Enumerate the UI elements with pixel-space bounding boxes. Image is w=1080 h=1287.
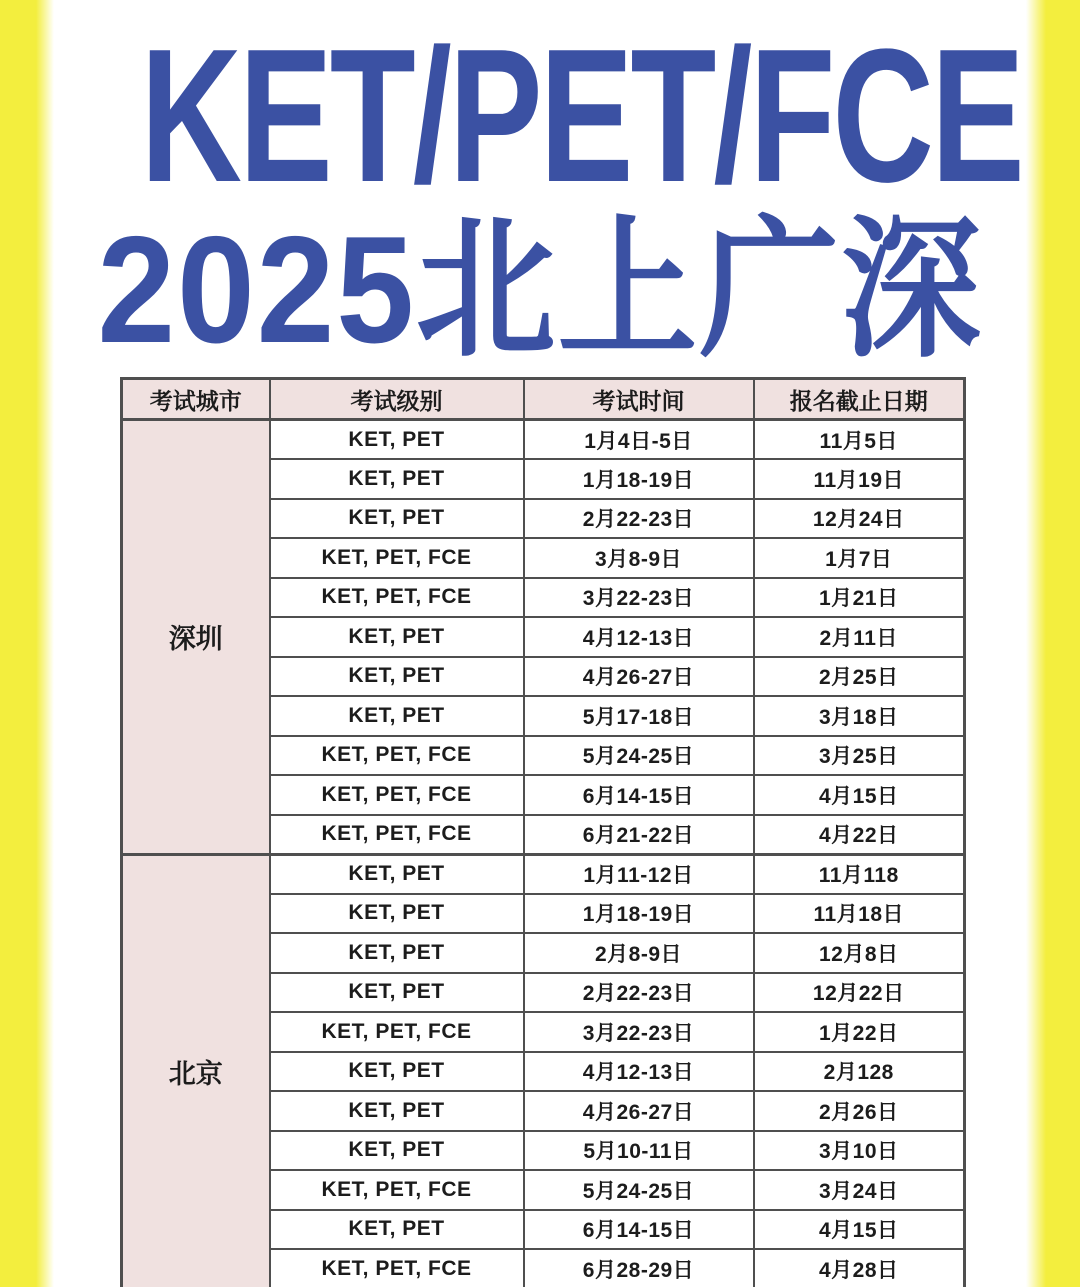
exam-date-cell: 4月26-27日: [524, 1091, 754, 1131]
table-row: [122, 420, 965, 460]
level-cell: KET, PET: [270, 1210, 524, 1250]
deadline-cell: 4月15日: [754, 775, 965, 815]
level-cell: KET, PET, FCE: [270, 815, 524, 855]
level-cell: KET, PET, FCE: [270, 1012, 524, 1052]
level-cell: KET, PET: [270, 1131, 524, 1171]
level-cell: KET, PET: [270, 696, 524, 736]
deadline-cell: 2月128: [754, 1052, 965, 1092]
deadline-cell: 3月10日: [754, 1131, 965, 1171]
column-header-city: 考试城市: [122, 379, 270, 420]
deadline-cell: 12月8日: [754, 933, 965, 973]
city-cell: 深圳: [122, 420, 270, 855]
exam-table: [120, 377, 966, 1287]
level-cell: KET, PET, FCE: [270, 736, 524, 776]
city-section: [122, 854, 965, 1287]
level-cell: KET, PET: [270, 657, 524, 697]
title-line-2: 2025北上广深: [97, 205, 983, 375]
exam-date-cell: 4月12-13日: [524, 617, 754, 657]
level-cell: KET, PET: [270, 617, 524, 657]
level-cell: KET, PET: [270, 894, 524, 934]
level-cell: KET, PET: [270, 459, 524, 499]
level-cell: KET, PET, FCE: [270, 775, 524, 815]
deadline-cell: 1月7日: [754, 538, 965, 578]
city-cell: 北京: [122, 854, 270, 1287]
exam-date-cell: 5月24-25日: [524, 1170, 754, 1210]
column-header-exam-date: 考试时间: [524, 379, 754, 420]
exam-date-cell: 1月4日-5日: [524, 420, 754, 460]
exam-date-cell: 4月26-27日: [524, 657, 754, 697]
level-cell: KET, PET: [270, 1091, 524, 1131]
exam-date-cell: 3月8-9日: [524, 538, 754, 578]
level-cell: KET, PET, FCE: [270, 1170, 524, 1210]
exam-date-cell: 5月24-25日: [524, 736, 754, 776]
level-cell: KET, PET, FCE: [270, 538, 524, 578]
deadline-cell: 4月28日: [754, 1249, 965, 1287]
city-section: [122, 420, 965, 855]
column-header-deadline: 报名截止日期: [754, 379, 965, 420]
exam-date-cell: 3月22-23日: [524, 1012, 754, 1052]
poster-title: [0, 10, 1080, 375]
exam-date-cell: 4月12-13日: [524, 1052, 754, 1092]
level-cell: KET, PET: [270, 420, 524, 460]
level-cell: KET, PET, FCE: [270, 578, 524, 618]
exam-date-cell: 1月18-19日: [524, 894, 754, 934]
deadline-cell: 1月21日: [754, 578, 965, 618]
deadline-cell: 12月22日: [754, 973, 965, 1013]
deadline-cell: 12月24日: [754, 499, 965, 539]
exam-date-cell: 1月11-12日: [524, 854, 754, 894]
deadline-cell: 2月11日: [754, 617, 965, 657]
deadline-cell: 3月25日: [754, 736, 965, 776]
level-cell: KET, PET, FCE: [270, 1249, 524, 1287]
exam-date-cell: 6月21-22日: [524, 815, 754, 855]
level-cell: KET, PET: [270, 854, 524, 894]
deadline-cell: 2月26日: [754, 1091, 965, 1131]
deadline-cell: 4月22日: [754, 815, 965, 855]
deadline-cell: 3月18日: [754, 696, 965, 736]
level-cell: KET, PET: [270, 973, 524, 1013]
table-header: [122, 379, 965, 420]
level-cell: KET, PET: [270, 1052, 524, 1092]
exam-date-cell: 5月10-11日: [524, 1131, 754, 1171]
deadline-cell: 11月118: [754, 854, 965, 894]
level-cell: KET, PET: [270, 933, 524, 973]
exam-date-cell: 6月14-15日: [524, 775, 754, 815]
deadline-cell: 1月22日: [754, 1012, 965, 1052]
title-line-1: KET/PET/FCE: [140, 10, 1022, 222]
exam-date-cell: 2月8-9日: [524, 933, 754, 973]
exam-date-cell: 6月28-29日: [524, 1249, 754, 1287]
exam-date-cell: 3月22-23日: [524, 578, 754, 618]
deadline-cell: 2月25日: [754, 657, 965, 697]
deadline-cell: 11月19日: [754, 459, 965, 499]
exam-date-cell: 1月18-19日: [524, 459, 754, 499]
header-row: [122, 379, 965, 420]
deadline-cell: 11月5日: [754, 420, 965, 460]
exam-date-cell: 2月22-23日: [524, 499, 754, 539]
deadline-cell: 3月24日: [754, 1170, 965, 1210]
level-cell: KET, PET: [270, 499, 524, 539]
exam-date-cell: 2月22-23日: [524, 973, 754, 1013]
deadline-cell: 11月18日: [754, 894, 965, 934]
column-header-level: 考试级别: [270, 379, 524, 420]
table-row: [122, 854, 965, 894]
exam-date-cell: 6月14-15日: [524, 1210, 754, 1250]
exam-date-cell: 5月17-18日: [524, 696, 754, 736]
deadline-cell: 4月15日: [754, 1210, 965, 1250]
